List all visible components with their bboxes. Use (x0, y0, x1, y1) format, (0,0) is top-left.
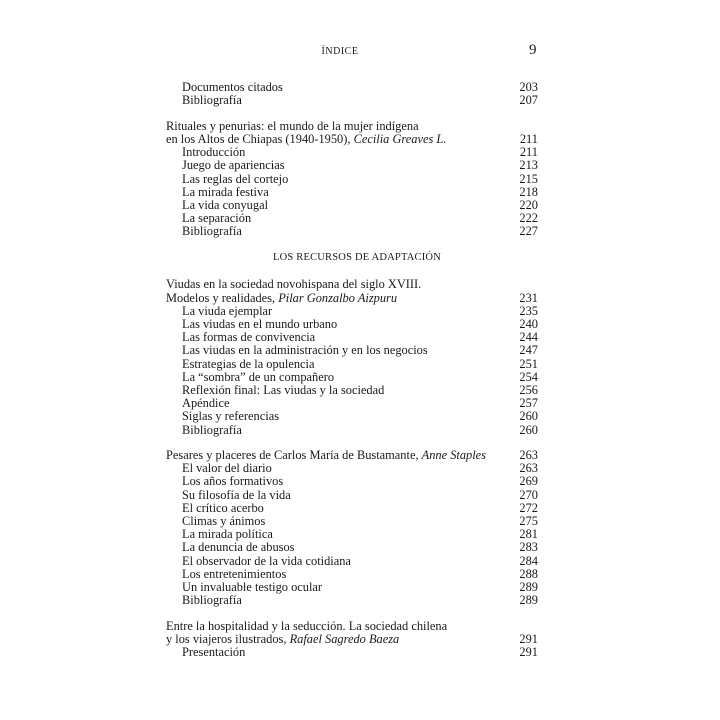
chapter-author: Pilar Gonzalbo Aizpuru (278, 290, 398, 305)
toc-entry: Bibliografía 227 (182, 224, 538, 239)
toc-page-number: 213 (519, 158, 538, 173)
toc-page-number: 244 (519, 330, 538, 345)
toc-page-number: 254 (519, 369, 538, 384)
toc-page-number: 203 (519, 80, 538, 94)
toc-entry: Siglas y referencias 260 (182, 409, 538, 424)
toc-entry: Estrategias de la opulencia 251 (182, 356, 538, 371)
toc-page-number: 211 (519, 131, 538, 146)
toc-page-number: 257 (519, 396, 538, 411)
toc-entry: Las reglas del cortejo 215 (182, 171, 538, 186)
toc-page-number: 220 (519, 197, 538, 212)
toc-entry: Reflexión final: Las viudas y la sociedad 256 (182, 382, 538, 397)
toc-entry: Un invaluable testigo ocular 289 (182, 579, 538, 594)
toc-entry: Climas y ánimos 275 (182, 514, 538, 529)
toc-entry: Juego de apariencias 213 (182, 158, 538, 173)
toc-page-number: 263 (519, 461, 538, 476)
toc-entry: Bibliografía 289 (182, 593, 538, 608)
toc-page-number: 263 (519, 448, 538, 463)
toc-entry: Bibliografía 260 (182, 422, 538, 437)
toc-entry: La “sombra” de un compañero 254 (182, 369, 538, 384)
toc-page-number: 222 (519, 211, 538, 226)
toc-entry: Su filosofía de la vida 270 (182, 487, 538, 502)
toc-page-number: 291 (519, 631, 538, 646)
toc-page-number: 247 (519, 343, 538, 358)
toc-page-number: 283 (519, 540, 538, 555)
toc-entry: Introducción 211 (182, 145, 538, 160)
toc-entry: La mirada festiva 218 (182, 184, 538, 199)
toc-page-number: 284 (519, 553, 538, 568)
toc-entry: La viuda ejemplar 235 (182, 303, 538, 318)
toc-page-number: 227 (519, 224, 538, 239)
toc-entry: El valor del diario 263 (182, 461, 538, 476)
toc-page-number: 211 (519, 145, 538, 160)
section-title: LOS RECURSOS DE ADAPTACIÓN (272, 252, 441, 264)
toc-page-number: 291 (519, 645, 538, 660)
toc-page-number: 269 (519, 474, 538, 489)
toc-entry: Los entretenimientos 288 (182, 566, 538, 581)
toc-page-number: 251 (519, 356, 538, 371)
chapter-heading: Rituales y penurias: el mundo de la mujer indígena (166, 118, 419, 133)
toc-entry: El crítico acerbo 272 (182, 500, 538, 515)
toc-entry: La denuncia de abusos 283 (182, 540, 538, 555)
chapter-author: Cecilia Greaves L. (353, 131, 447, 146)
chapter-heading: Modelos y realidades, Pilar Gonzalbo Aizpuru 231 (166, 290, 538, 305)
toc-entry: La mirada política 281 (182, 527, 538, 542)
toc-page-number: 207 (519, 93, 538, 108)
chapter-heading: Entre la hospitalidad y la seducción. La sociedad chilena (166, 618, 448, 633)
toc-page-number: 289 (519, 579, 538, 594)
toc-entry: Las formas de convivencia 244 (182, 330, 538, 345)
chapter-author: Rafael Sagredo Baeza (289, 631, 400, 646)
page-number: 9 (529, 42, 537, 58)
toc-entry: La vida conyugal 220 (182, 197, 538, 212)
toc-page-number: 289 (519, 593, 538, 608)
toc-page-number: 260 (519, 422, 538, 437)
toc-page-number: 288 (519, 566, 538, 581)
chapter-heading: en los Altos de Chiapas (1940-1950), Cecilia Greaves L. 211 (166, 131, 538, 146)
toc-entry: Documentos citados 203 (182, 80, 538, 94)
table-of-contents (166, 81, 538, 659)
toc-page-number: 240 (519, 317, 538, 332)
toc-entry: Apéndice 257 (182, 396, 538, 411)
toc-entry: Bibliografía 207 (182, 93, 538, 108)
chapter-heading: Pesares y placeres de Carlos María de Bustamante, Anne Staples 263 (166, 448, 538, 463)
toc-page-number: 218 (519, 184, 538, 199)
toc-page-number: 260 (519, 409, 538, 424)
toc-entry: El observador de la vida cotidiana 284 (182, 553, 538, 568)
toc-page-number: 270 (519, 487, 538, 502)
toc-entry: Presentación 291 (182, 645, 538, 660)
toc-page-number: 275 (519, 514, 538, 529)
toc-entry: La separación 222 (182, 211, 538, 226)
toc-page-number: 215 (519, 171, 538, 186)
chapter-heading: Viudas en la sociedad novohispana del siglo XVIII. (166, 277, 422, 292)
chapter-author: Anne Staples (421, 448, 487, 463)
toc-page-number: 235 (519, 303, 538, 318)
running-title: ÍNDICE (321, 46, 359, 57)
toc-entry: Las viudas en el mundo urbano 240 (182, 317, 538, 332)
toc-page-number: 281 (519, 527, 538, 542)
toc-page-number: 256 (519, 382, 538, 397)
toc-page-number: 272 (519, 500, 538, 515)
chapter-heading: y los viajeros ilustrados, Rafael Sagredo Baeza 291 (166, 631, 538, 646)
toc-entry: Los años formativos 269 (182, 474, 538, 489)
toc-entry: Las viudas en la administración y en los negocios 247 (182, 343, 538, 358)
toc-page-number: 231 (519, 290, 538, 305)
